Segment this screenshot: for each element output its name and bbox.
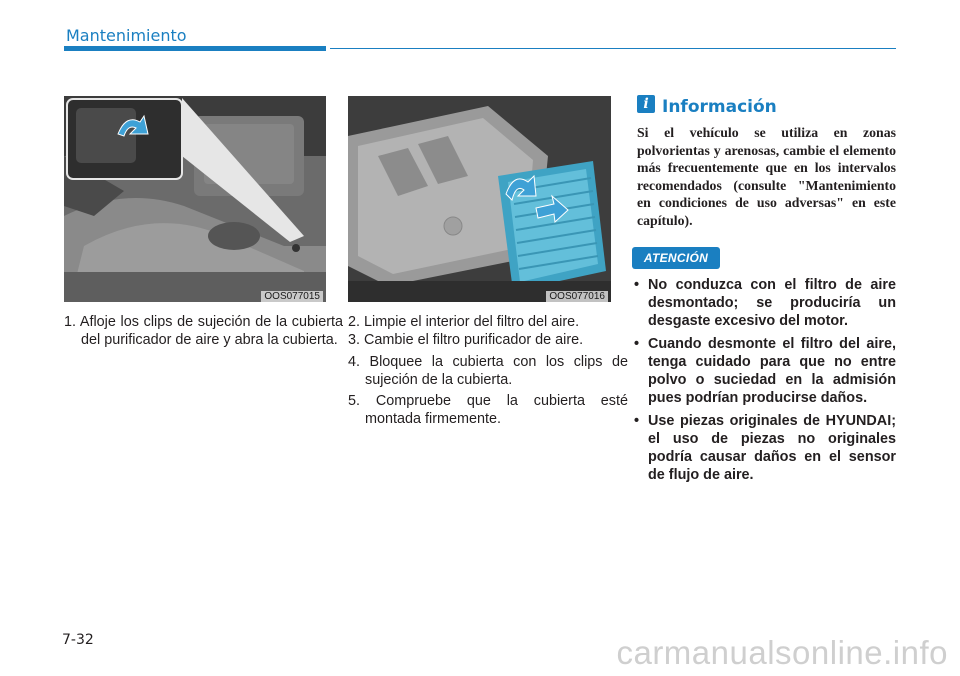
header-rule	[64, 46, 326, 51]
figure-engine-cover-clips	[64, 96, 326, 302]
section-title: Mantenimiento	[66, 26, 187, 45]
page-number: 7-32	[62, 632, 94, 648]
caution-item-text: Use piezas originales de HYUNDAI; el uso de piezas no originales podría causar daños en el sensor de flujo de aire.	[648, 413, 896, 483]
caution-item	[634, 412, 896, 484]
bullet-dot-icon: •	[634, 413, 640, 429]
step-item: 2. Limpie el interior del filtro del aire.	[348, 314, 580, 330]
caution-item	[634, 335, 896, 407]
step-item: 4. Bloquee la cubierta con los clips de sujeción de la cubierta.	[348, 354, 628, 388]
caution-item	[634, 276, 896, 330]
info-icon: i	[637, 95, 655, 113]
bullet-dot-icon: •	[634, 336, 640, 352]
step-item: 5. Compruebe que la cubierta esté montada firmemente.	[348, 393, 628, 427]
info-title: Información	[662, 97, 777, 117]
air-filter-photo-illustration	[348, 96, 611, 302]
caution-item-text: Cuando desmonte el filtro del aire, tenga cuidado para que no entre polvo o suciedad en la admisión pues podrían producirse daños.	[648, 336, 896, 406]
engine-photo-illustration	[64, 96, 326, 302]
caution-list	[634, 276, 896, 489]
figure-air-filter	[348, 96, 611, 302]
watermark: carmanualsonline.info	[616, 634, 948, 671]
step-item: 1. Afloje los clips de sujeción de la cubierta del purificador de aire y abra la cubierta.	[64, 314, 343, 348]
header-rule-thin	[330, 48, 896, 49]
bullet-dot-icon: •	[634, 277, 640, 293]
figure-code: OOS077016	[546, 291, 608, 302]
info-body: Si el vehículo se utiliza en zonas polvorientas y arenosas, cambie el elemento más frecuentemente que en los intervalos recomendados (consulte "Mantenimiento en condiciones de uso adversas" en este capítulo).	[637, 125, 896, 228]
caution-badge: ATENCIÓN	[632, 247, 720, 269]
figure-code: OOS077015	[261, 291, 323, 302]
caution-item-text: No conduzca con el filtro de aire desmontado; se produciría un desgaste excesivo del motor.	[648, 277, 896, 329]
step-item: 3. Cambie el filtro purificador de aire.	[348, 332, 584, 348]
